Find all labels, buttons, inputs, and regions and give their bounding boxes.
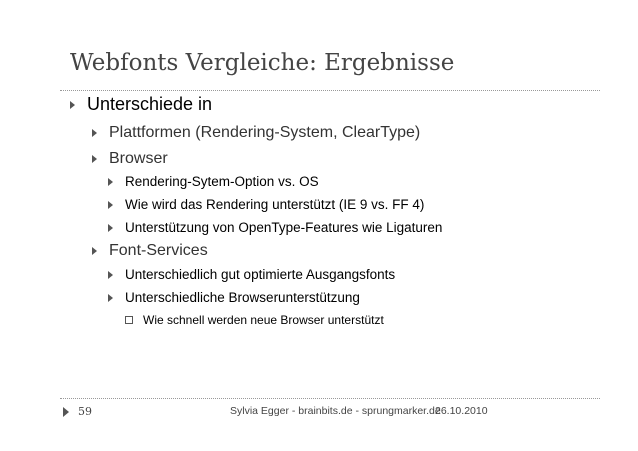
bullet-ausgangsfonts bbox=[108, 267, 395, 282]
triangle-bullet-icon bbox=[108, 224, 113, 232]
bullet-text: Rendering-Sytem-Option vs. OS bbox=[125, 174, 319, 189]
footer-divider bbox=[60, 398, 600, 399]
footer-triangle-icon bbox=[63, 407, 69, 417]
triangle-bullet-icon bbox=[108, 294, 113, 302]
page-number: 59 bbox=[78, 405, 92, 418]
triangle-bullet-icon bbox=[92, 247, 97, 255]
bullet-rendering-option bbox=[108, 174, 319, 189]
square-bullet-icon bbox=[125, 316, 133, 324]
bullet-text: Unterschiedlich gut optimierte Ausgangsfonts bbox=[125, 267, 396, 282]
bullet-text: Unterstützung von OpenType-Features wie Ligaturen bbox=[125, 220, 443, 235]
bullet-text: Wie schnell werden neue Browser unterstützt bbox=[143, 313, 384, 327]
bullet-text: Font-Services bbox=[109, 242, 208, 259]
bullet-text: Unterschiedliche Browserunterstützung bbox=[125, 290, 360, 305]
bullet-font-services bbox=[92, 242, 208, 260]
triangle-bullet-icon bbox=[108, 201, 113, 209]
triangle-bullet-icon bbox=[108, 178, 113, 186]
bullet-text: Unterschiede in bbox=[87, 94, 213, 114]
bullet-opentype bbox=[108, 220, 442, 235]
footer-author: Sylvia Egger - brainbits.de - sprungmarker.de bbox=[230, 405, 441, 417]
bullet-browserunterstuetzung bbox=[108, 290, 360, 305]
bullet-unterschiede bbox=[70, 94, 212, 115]
bullet-text: Browser bbox=[109, 150, 168, 167]
triangle-bullet-icon bbox=[92, 129, 97, 137]
slide-title: Webfonts Vergleiche: Ergebnisse bbox=[70, 50, 455, 76]
triangle-bullet-icon bbox=[70, 101, 75, 109]
bullet-plattformen bbox=[92, 124, 420, 142]
bullet-text: Plattformen (Rendering-System, ClearType) bbox=[109, 124, 421, 141]
triangle-bullet-icon bbox=[92, 155, 97, 163]
footer-date: 26.10.2010 bbox=[435, 405, 488, 417]
bullet-wie-rendering bbox=[108, 197, 424, 212]
triangle-bullet-icon bbox=[108, 271, 113, 279]
bullet-neue-browser bbox=[125, 313, 384, 327]
bullet-browser bbox=[92, 150, 168, 168]
bullet-text: Wie wird das Rendering unterstützt (IE 9 vs. FF 4) bbox=[125, 197, 425, 212]
